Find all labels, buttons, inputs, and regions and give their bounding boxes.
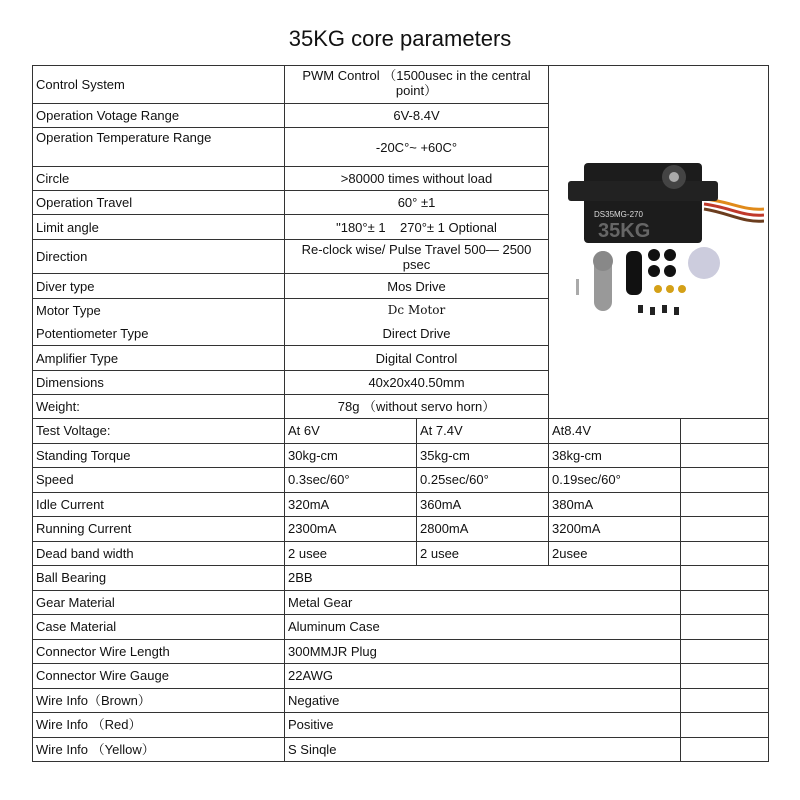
spec-label: Idle Current <box>33 492 285 517</box>
voltage-row <box>33 419 769 444</box>
empty-cell <box>681 713 769 738</box>
voltage-row <box>33 517 769 542</box>
empty-cell <box>681 492 769 517</box>
empty-cell <box>681 566 769 591</box>
spec-label: Potentiometer Type <box>36 326 149 341</box>
spec-value: 22AWG <box>285 664 681 689</box>
spec-row <box>33 590 769 615</box>
model-text: DS35MG-270 <box>593 209 643 219</box>
empty-cell <box>681 468 769 493</box>
spec-label: Operation Temperature Range <box>33 128 285 167</box>
voltage-row <box>33 443 769 468</box>
spec-label: Direction <box>33 240 285 274</box>
spec-label: Wire Info （Red） <box>33 713 285 738</box>
spec-label: Ball Bearing <box>33 566 285 591</box>
spec-label: Motor Type <box>36 303 101 318</box>
spec-value: 360mA <box>417 492 549 517</box>
spec-value: 2800mA <box>417 517 549 542</box>
spec-label: Operation Travel <box>33 191 285 215</box>
voltage-row <box>33 492 769 517</box>
spec-value: 78g （without servo horn） <box>285 395 549 419</box>
spec-label: Wire Info（Brown） <box>33 688 285 713</box>
empty-cell <box>681 664 769 689</box>
spec-value: Direct Drive <box>382 326 451 341</box>
spec-value: Aluminum Case <box>285 615 681 640</box>
voltage-row <box>33 468 769 493</box>
spec-value: 0.25sec/60° <box>417 468 549 493</box>
empty-cell <box>681 419 769 444</box>
spec-value: 0.3sec/60° <box>285 468 417 493</box>
spec-label: Wire Info （Yellow） <box>33 737 285 762</box>
spec-value: 2usee <box>549 541 681 566</box>
spec-value: 2 usee <box>285 541 417 566</box>
spec-value: Negative <box>285 688 681 713</box>
spec-value: Positive <box>285 713 681 738</box>
spec-row <box>33 688 769 713</box>
spec-value: Digital Control <box>285 346 549 371</box>
spec-label: Speed <box>33 468 285 493</box>
spec-value: >80000 times without load <box>285 167 549 191</box>
page-title: 35KG core parameters <box>288 26 512 51</box>
spec-value: 380mA <box>549 492 681 517</box>
spec-value: 40x20x40.50mm <box>285 371 549 395</box>
spec-value: -20C°~ +60C° <box>285 128 549 167</box>
spec-label: Case Material <box>33 615 285 640</box>
spec-value: 3200mA <box>549 517 681 542</box>
voltage-row <box>33 541 769 566</box>
spec-value: 60° ±1 <box>285 191 549 215</box>
spec-label: Operation Votage Range <box>33 104 285 128</box>
spec-value: 2 usee <box>417 541 549 566</box>
badge-text: 35KG <box>597 219 650 242</box>
spec-value: 6V-8.4V <box>285 104 549 128</box>
spec-value: 320mA <box>285 492 417 517</box>
spec-label: Running Current <box>33 517 285 542</box>
empty-cell <box>681 688 769 713</box>
spec-label: Circle <box>33 167 285 191</box>
spec-label: Gear Material <box>33 590 285 615</box>
spec-label: Dimensions <box>33 371 285 395</box>
empty-cell <box>681 443 769 468</box>
spec-table <box>32 65 769 762</box>
spec-value: Metal Gear <box>285 590 681 615</box>
spec-value: 38kg-cm <box>549 443 681 468</box>
spec-value: Dc Motor <box>387 303 446 317</box>
spec-value: 2300mA <box>285 517 417 542</box>
spec-label: Weight: <box>33 395 285 419</box>
spec-value: At 7.4V <box>417 419 549 444</box>
spec-row <box>33 66 769 104</box>
spec-value: Mos Drive <box>285 274 549 299</box>
spec-value: PWM Control （1500usec in the central point） <box>285 66 549 104</box>
spec-value: At 6V <box>285 419 417 444</box>
spec-label: Amplifier Type <box>33 346 285 371</box>
empty-cell <box>681 639 769 664</box>
empty-cell <box>681 517 769 542</box>
spec-row <box>33 566 769 591</box>
spec-label: Dead band width <box>33 541 285 566</box>
spec-label: Test Voltage: <box>33 419 285 444</box>
product-image <box>549 66 769 419</box>
spec-label: Limit angle <box>33 215 285 240</box>
spec-value: Re-clock wise/ Pulse Travel 500— 2500 psec <box>285 240 549 274</box>
empty-cell <box>681 541 769 566</box>
spec-value: 35kg-cm <box>417 443 549 468</box>
spec-value: 30kg-cm <box>285 443 417 468</box>
spec-value: S Sinqle <box>285 737 681 762</box>
spec-label: Diver type <box>33 274 285 299</box>
spec-label: Connector Wire Length <box>33 639 285 664</box>
empty-cell <box>681 615 769 640</box>
empty-cell <box>681 737 769 762</box>
spec-value: "180°± 1 270°± 1 Optional <box>285 215 549 240</box>
spec-value: 300MMJR Plug <box>285 639 681 664</box>
spec-row <box>33 737 769 762</box>
empty-cell <box>681 590 769 615</box>
spec-row <box>33 713 769 738</box>
spec-row <box>33 615 769 640</box>
servo-image <box>554 151 764 331</box>
spec-label: Connector Wire Gauge <box>33 664 285 689</box>
spec-row <box>33 664 769 689</box>
spec-value: At8.4V <box>549 419 681 444</box>
spec-value: 2BB <box>285 566 681 591</box>
spec-row <box>33 639 769 664</box>
spec-label: Standing Torque <box>33 443 285 468</box>
spec-label: Control System <box>33 66 285 104</box>
spec-value: 0.19sec/60° <box>549 468 681 493</box>
